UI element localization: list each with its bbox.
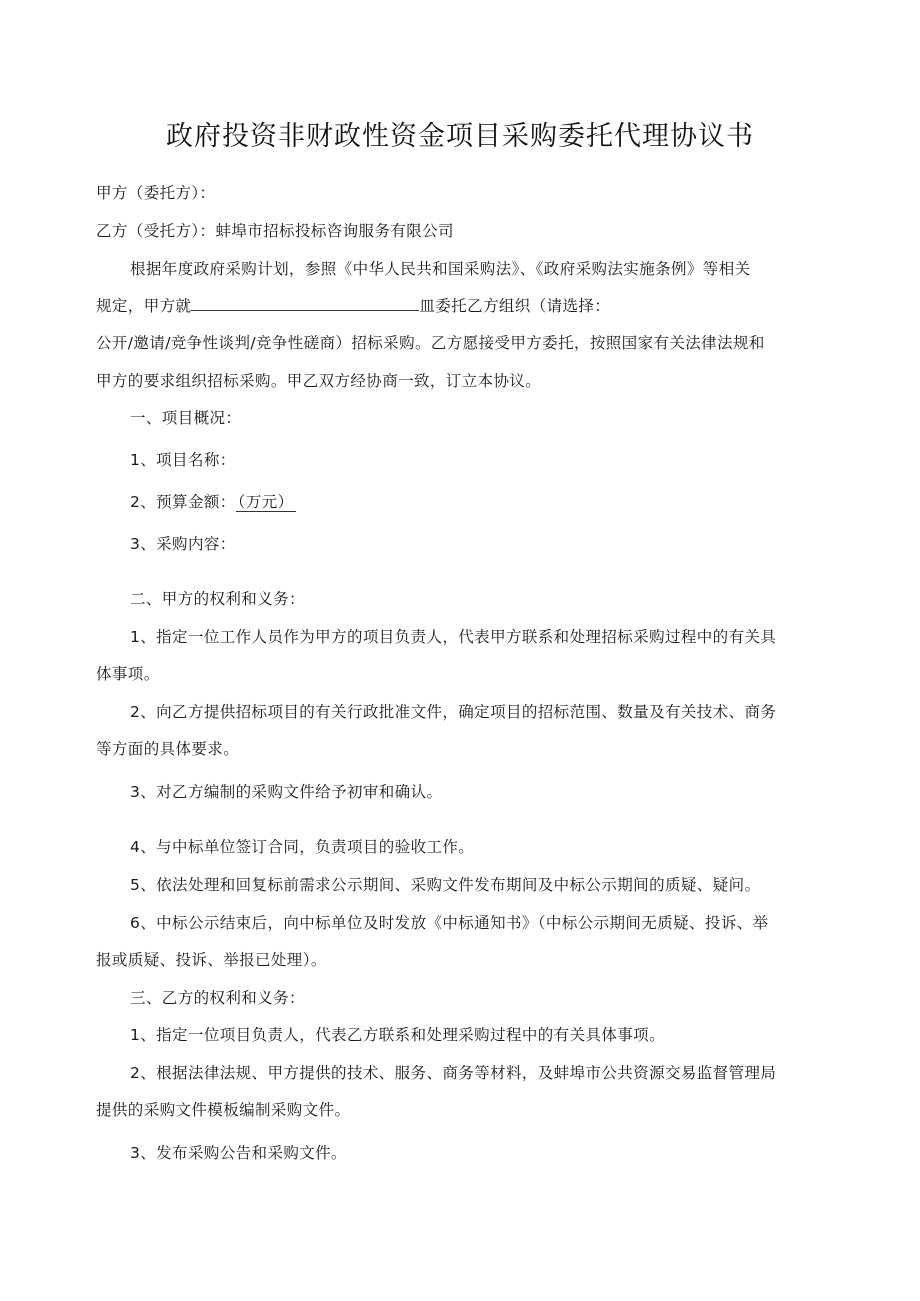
section2-item2-b: 等方面的具体要求。: [96, 740, 240, 758]
section1-item1: 1、项目名称：: [130, 451, 236, 469]
section3-item2-b: 提供的采购文件模板编制采购文件。: [96, 1101, 351, 1119]
section1-heading: 一、项目概况：: [130, 409, 242, 427]
document-title: 政府投资非财政性资金项目采购委托代理协议书: [166, 121, 754, 152]
section3-item2-a: 2、根据法律法规、甲方提供的技术、服务、商务等材料，及蚌埠市公共资源交易监督管理局: [130, 1064, 777, 1082]
section3-heading: 三、乙方的权利和义务：: [130, 989, 305, 1007]
party-a-line: 甲方（委托方）：: [96, 184, 216, 202]
project-name-blank: [191, 296, 419, 311]
section1-item3: 3、采购内容：: [130, 535, 236, 553]
section2-heading: 二、甲方的权利和义务：: [130, 590, 305, 608]
section2-item1-a: 1、指定一位工作人员作为甲方的项目负责人，代表甲方联系和处理招标采购过程中的有关具: [130, 628, 777, 646]
intro-line-1: 根据年度政府采购计划，参照《中华人民共和国采购法》、《政府采购法实施条例》等相关: [130, 260, 751, 278]
intro-line-2-prefix: 规定，甲方就: [96, 297, 192, 315]
section2-item3: 3、对乙方编制的采购文件给予初审和确认。: [130, 783, 443, 801]
budget-unit: （万元）: [237, 493, 294, 511]
section1-item2: [130, 490, 296, 512]
section2-item2-a: 2、向乙方提供招标项目的有关行政批准文件，确定项目的招标范围、数量及有关技术、商务: [130, 703, 777, 721]
intro-line-4: 甲方的要求组织招标采购。甲乙双方经协商一致，订立本协议。: [96, 372, 542, 390]
section3-item1: 1、指定一位项目负责人，代表乙方联系和处理采购过程中的有关具体事项。: [130, 1026, 665, 1044]
intro-line-3: 公开/邀请/竞争性谈判/竞争性磋商）招标采购。乙方愿接受甲方委托，按照国家有关法律法规和: [96, 334, 765, 352]
section3-item3: 3、发布采购公告和采购文件。: [130, 1144, 347, 1162]
section2-item6-b: 报或质疑、投诉、举报已处理）。: [96, 951, 327, 969]
intro-line-2: [96, 294, 610, 316]
section2-item1-b: 体事项。: [96, 665, 160, 683]
section2-item5: 5、依法处理和回复标前需求公示期间、采购文件发布期间及中标公示期间的质疑、疑问。: [130, 876, 761, 894]
section2-item6-a: 6、中标公示结束后，向中标单位及时发放《中标通知书》（中标公示期间无质疑、投诉、举: [130, 914, 769, 932]
budget-label: 2、预算金额：: [130, 493, 236, 511]
party-b-line: 乙方（受托方）：蚌埠市招标投标咨询服务有限公司: [96, 222, 454, 240]
section2-item4: 4、与中标单位签订合同，负责项目的验收工作。: [130, 838, 475, 856]
intro-line-2-suffix: 皿委托乙方组织（请选择：: [419, 297, 611, 315]
